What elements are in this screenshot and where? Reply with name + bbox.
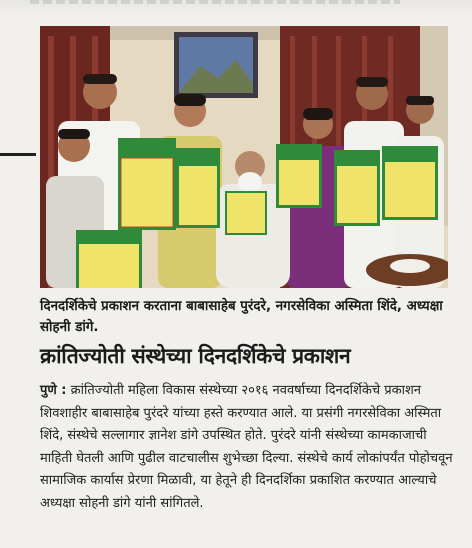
article-headline: क्रांतिज्योती संस्थेच्या दिनदर्शिकेचे प्रकाशन bbox=[40, 343, 351, 368]
photo-illustration bbox=[40, 26, 448, 288]
column-rule bbox=[0, 153, 36, 156]
calendar-3 bbox=[226, 192, 266, 234]
article-body-text: क्रांतिज्योती महिला विकास संस्थेच्या २०१६ नववर्षाच्या दिनदर्शिकेचे प्रकाशन शिवशाहीर बाबासाहेब पुरंदरे यांच्या हस्ते करण्यात आले. या प्रसंगी नगरसेविका अस्मिता शिंदे, संस्थेचे सल्लागार ज्ञानेश डांगे उपस्थित होते. पुरंदरे यांनी संस्थेच्या कामकाजाची माहिती घेतली आणि पुढील वाटचालीस शुभेच्छा दिल्या. संस्थेचे कार्य लोकांपर्यंत पोहोचवून सामाजिक कार्यास प्रेरणा मिळावी, या हेतूने ही दिनदर्शिका प्रकाशित करण्यात आल्याचे अध्यक्षा सोहनी डांगे यांनी सांगितले. bbox=[40, 383, 453, 511]
news-photo bbox=[40, 26, 448, 288]
calendar-small bbox=[226, 192, 266, 234]
clipped-previous-article bbox=[0, 0, 472, 14]
hair bbox=[174, 94, 206, 106]
photo-caption: दिनदर्शिकेचे प्रकाशन करताना बाबासाहेब पुरंदरे, नगरसेविका अस्मिता शिंदे, अध्यक्षा सोहनी डांगे. bbox=[40, 299, 443, 335]
hair bbox=[83, 74, 117, 84]
article-body bbox=[40, 380, 460, 516]
beard bbox=[238, 172, 262, 192]
dateline: पुणे : bbox=[40, 383, 67, 398]
calendar-grid bbox=[279, 160, 319, 205]
calendar-1 bbox=[118, 138, 176, 230]
calendar-grid bbox=[121, 158, 173, 227]
calendar-grid bbox=[179, 166, 217, 225]
hair bbox=[303, 108, 333, 120]
plate bbox=[390, 259, 430, 273]
hair bbox=[58, 129, 90, 139]
clipped-text-fragment bbox=[30, 0, 400, 4]
hair bbox=[356, 77, 388, 87]
calendar-grid bbox=[337, 166, 377, 223]
calendar-5 bbox=[334, 150, 380, 226]
calendar-6 bbox=[382, 146, 438, 220]
calendar-4 bbox=[276, 144, 322, 208]
calendar-grid bbox=[385, 162, 435, 217]
calendar-grid bbox=[79, 244, 139, 288]
calendar-7 bbox=[76, 230, 142, 288]
hair bbox=[406, 96, 434, 105]
calendar-2 bbox=[176, 148, 220, 228]
